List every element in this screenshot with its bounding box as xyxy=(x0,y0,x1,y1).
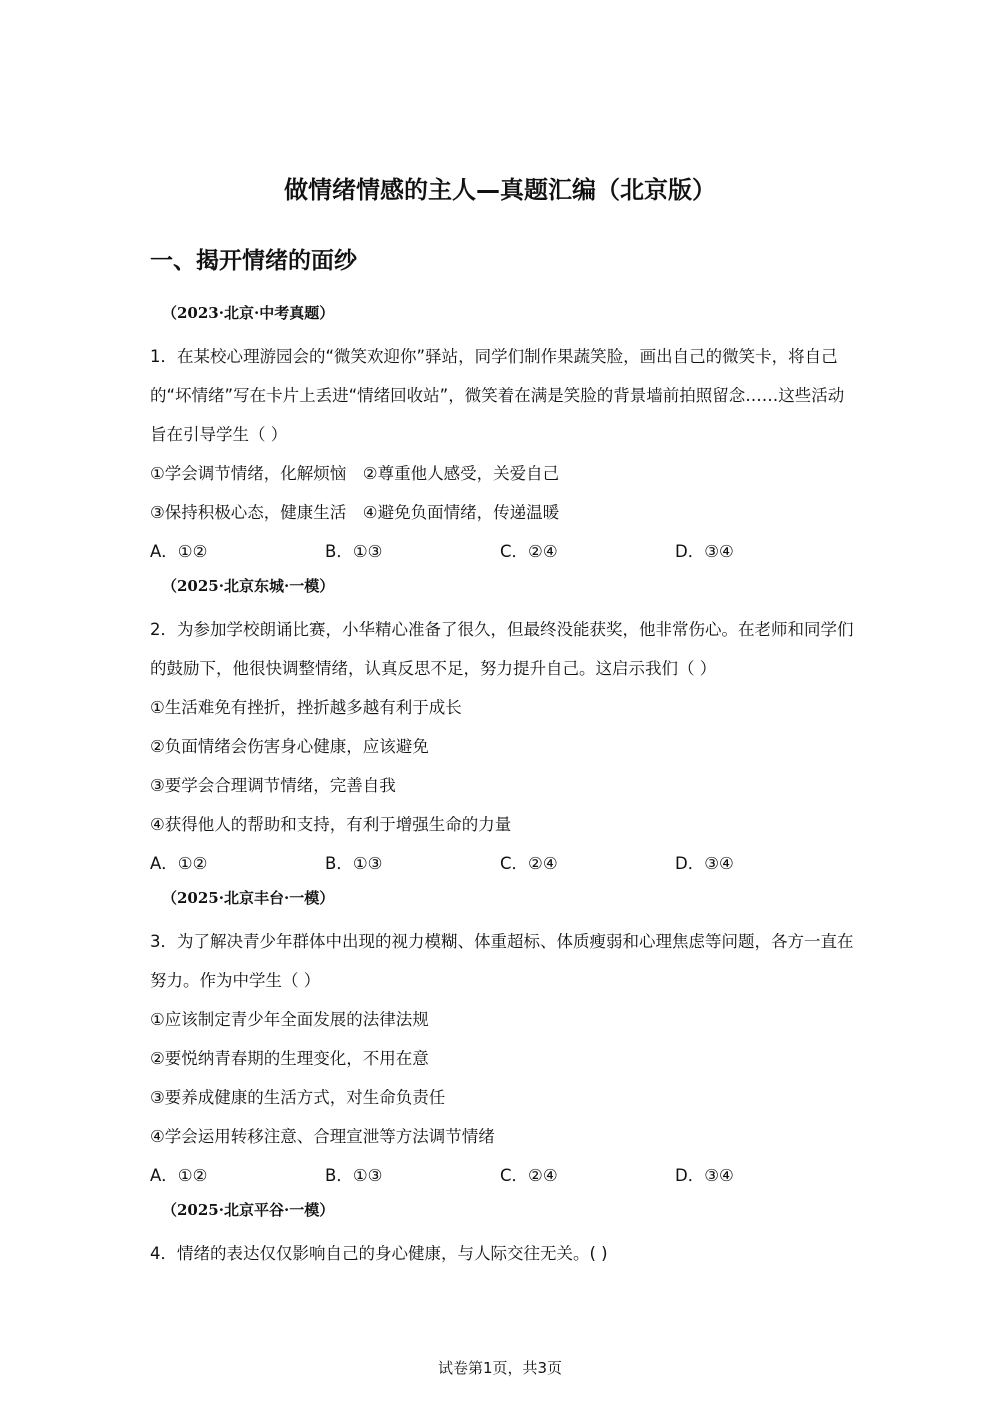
option-d[interactable]: D．③④ xyxy=(675,542,734,561)
statement-line: ②要悦纳青春期的生理变化，不用在意 xyxy=(150,1049,429,1068)
statement-line: ④获得他人的帮助和支持，有利于增强生命的力量 xyxy=(150,815,512,834)
answer-options xyxy=(150,844,860,883)
question-block xyxy=(150,1195,860,1273)
question-block xyxy=(150,298,860,571)
option-c[interactable]: C．②④ xyxy=(500,1166,558,1185)
question-block xyxy=(150,883,860,1195)
option-c[interactable]: C．②④ xyxy=(500,854,558,873)
option-a[interactable]: A．①② xyxy=(150,854,208,873)
question-block xyxy=(150,571,860,883)
page-footer: 试卷第1页，共3页 xyxy=(437,1359,563,1377)
question-stem: 1．在某校心理游园会的“微笑欢迎你”驿站，同学们制作果蔬笑脸，画出自己的微笑卡，将自己的“坏情绪”写在卡片上丢进“情绪回收站”，微笑着在满是笑脸的背景墙前拍照留念……这些活动旨在引导学生（ ） xyxy=(150,347,845,444)
option-b[interactable]: B．①③ xyxy=(325,854,383,873)
option-b[interactable]: B．①③ xyxy=(325,1166,383,1185)
statement-line: ①应该制定青少年全面发展的法律法规 xyxy=(150,1010,429,1029)
page-title: 做情绪情感的主人—真题汇编（北京版） xyxy=(284,176,716,204)
statement-line: ③要学会合理调节情绪，完善自我 xyxy=(150,776,396,795)
question-source: （2023·北京·中考真题） xyxy=(162,304,335,322)
answer-options xyxy=(150,532,860,571)
statement-line: ①学会调节情绪，化解烦恼 ②尊重他人感受，关爱自己 xyxy=(150,464,560,483)
question-source: （2025·北京丰台·一模） xyxy=(162,889,335,907)
option-c[interactable]: C．②④ xyxy=(500,542,558,561)
statement-line: ③要养成健康的生活方式，对生命负责任 xyxy=(150,1088,446,1107)
question-stem: 4．情绪的表达仅仅影响自己的身心健康，与人际交往无关。( ) xyxy=(150,1244,608,1263)
question-stem: 3．为了解决青少年群体中出现的视力模糊、体重超标、体质瘦弱和心理焦虑等问题，各方一直在努力。作为中学生（ ） xyxy=(150,932,854,990)
option-d[interactable]: D．③④ xyxy=(675,1166,734,1185)
statement-line: ③保持积极心态，健康生活 ④避免负面情绪，传递温暖 xyxy=(150,503,560,522)
statement-line: ②负面情绪会伤害身心健康，应该避免 xyxy=(150,737,429,756)
option-d[interactable]: D．③④ xyxy=(675,854,734,873)
option-b[interactable]: B．①③ xyxy=(325,542,383,561)
question-source: （2025·北京东城·一模） xyxy=(162,577,335,595)
section-heading: 一、揭开情绪的面纱 xyxy=(150,248,357,274)
option-a[interactable]: A．①② xyxy=(150,542,208,561)
statement-line: ④学会运用转移注意、合理宣泄等方法调节情绪 xyxy=(150,1127,495,1146)
question-stem: 2．为参加学校朗诵比赛，小华精心准备了很久，但最终没能获奖，他非常伤心。在老师和同学们的鼓励下，他很快调整情绪，认真反思不足，努力提升自己。这启示我们（ ） xyxy=(150,620,854,678)
answer-options xyxy=(150,1156,860,1195)
question-list xyxy=(150,298,860,1273)
statement-line: ①生活难免有挫折，挫折越多越有利于成长 xyxy=(150,698,462,717)
question-source: （2025·北京平谷·一模） xyxy=(162,1201,335,1219)
option-a[interactable]: A．①② xyxy=(150,1166,208,1185)
